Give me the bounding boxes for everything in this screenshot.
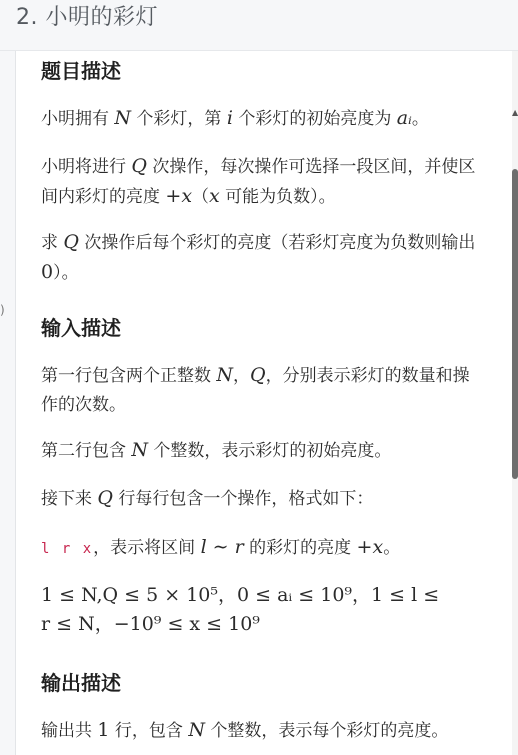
text: 。: [383, 538, 401, 558]
problem-description-heading: 题目描述: [41, 59, 121, 83]
text: 第一行包含两个正整数: [41, 366, 217, 386]
math-plus-x: +x: [356, 536, 384, 558]
text: 个彩灯，第: [131, 109, 227, 129]
constraints-line-2: [41, 610, 486, 639]
math-zero: 0: [41, 261, 54, 283]
math-i: i: [226, 107, 233, 129]
math-l-to-r: l ∼ r: [200, 536, 244, 558]
text: 次操作，每次操作可选择一段区间，并使区间内彩灯的亮度: [41, 157, 476, 207]
operation-format-code: l r x: [41, 541, 94, 557]
text: 行，包含: [109, 721, 189, 741]
input-paragraph-3: [41, 484, 486, 514]
page-title: 2. 小明的彩灯: [16, 5, 158, 30]
output-paragraph-1: [41, 716, 486, 746]
problem-paragraph-2: [41, 152, 486, 212]
math-q: Q: [97, 487, 113, 509]
text: 小明拥有: [41, 109, 115, 129]
problem-paragraph-1: [41, 104, 486, 134]
text: ，: [233, 366, 251, 386]
scroll-up-arrow-icon[interactable]: ▲: [512, 108, 518, 117]
text: 个整数，表示彩灯的初始亮度。: [148, 441, 392, 461]
text: 的彩灯的亮度: [243, 538, 357, 558]
text: 次操作后每个彩灯的亮度（若彩灯亮度为负数则输出: [78, 233, 476, 253]
math-q: Q: [250, 364, 266, 386]
output-description-heading: 输出描述: [41, 671, 121, 695]
text: 接下来: [41, 489, 98, 509]
left-gutter: [0, 51, 16, 755]
vertical-scrollbar[interactable]: [512, 51, 518, 755]
text: 可能为负数）。: [219, 187, 336, 207]
problem-header: [0, 0, 518, 51]
text: （: [192, 187, 210, 207]
input-description-heading: 输入描述: [41, 316, 121, 340]
problem-paragraph-3: [41, 228, 486, 288]
text: ，表示将区间: [93, 538, 201, 558]
math-x: x: [209, 185, 220, 207]
text: 第二行包含: [41, 441, 132, 461]
math-q: Q: [131, 155, 147, 177]
text: 求: [41, 233, 64, 253]
math-n: N: [188, 719, 205, 741]
text: 行每行包含一个操作，格式如下：: [112, 489, 374, 509]
text: ）。: [53, 263, 79, 283]
text: 小明将进行: [41, 157, 132, 177]
constraints-text-2: r ≤ N，−10⁹ ≤ x ≤ 10⁹: [41, 613, 260, 635]
text: ，分别表示彩灯的数量和操作的次数。: [41, 366, 470, 415]
math-ai: aᵢ: [396, 107, 412, 129]
math-q: Q: [63, 231, 79, 253]
math-n: N: [131, 439, 149, 461]
constraints-line-1: [41, 581, 486, 610]
constraints-text-1: 1 ≤ N,Q ≤ 5 × 10⁵，0 ≤ aᵢ ≤ 10⁹，1 ≤ l ≤: [41, 584, 440, 606]
math-one: 1: [97, 719, 110, 741]
input-paragraph-2: [41, 436, 486, 466]
text: 。: [411, 109, 429, 129]
input-paragraph-1: [41, 361, 486, 420]
math-plus-x: +x: [165, 185, 193, 207]
text: 输出共: [41, 721, 98, 741]
input-paragraph-4: [41, 533, 486, 564]
math-n: N: [114, 107, 132, 129]
scrollbar-thumb[interactable]: [512, 169, 518, 479]
gutter-mark: ): [0, 303, 5, 317]
math-n: N: [216, 364, 234, 386]
text: 个彩灯的初始亮度为: [232, 109, 397, 129]
text: 个整数，表示每个彩灯的亮度。: [204, 721, 449, 741]
